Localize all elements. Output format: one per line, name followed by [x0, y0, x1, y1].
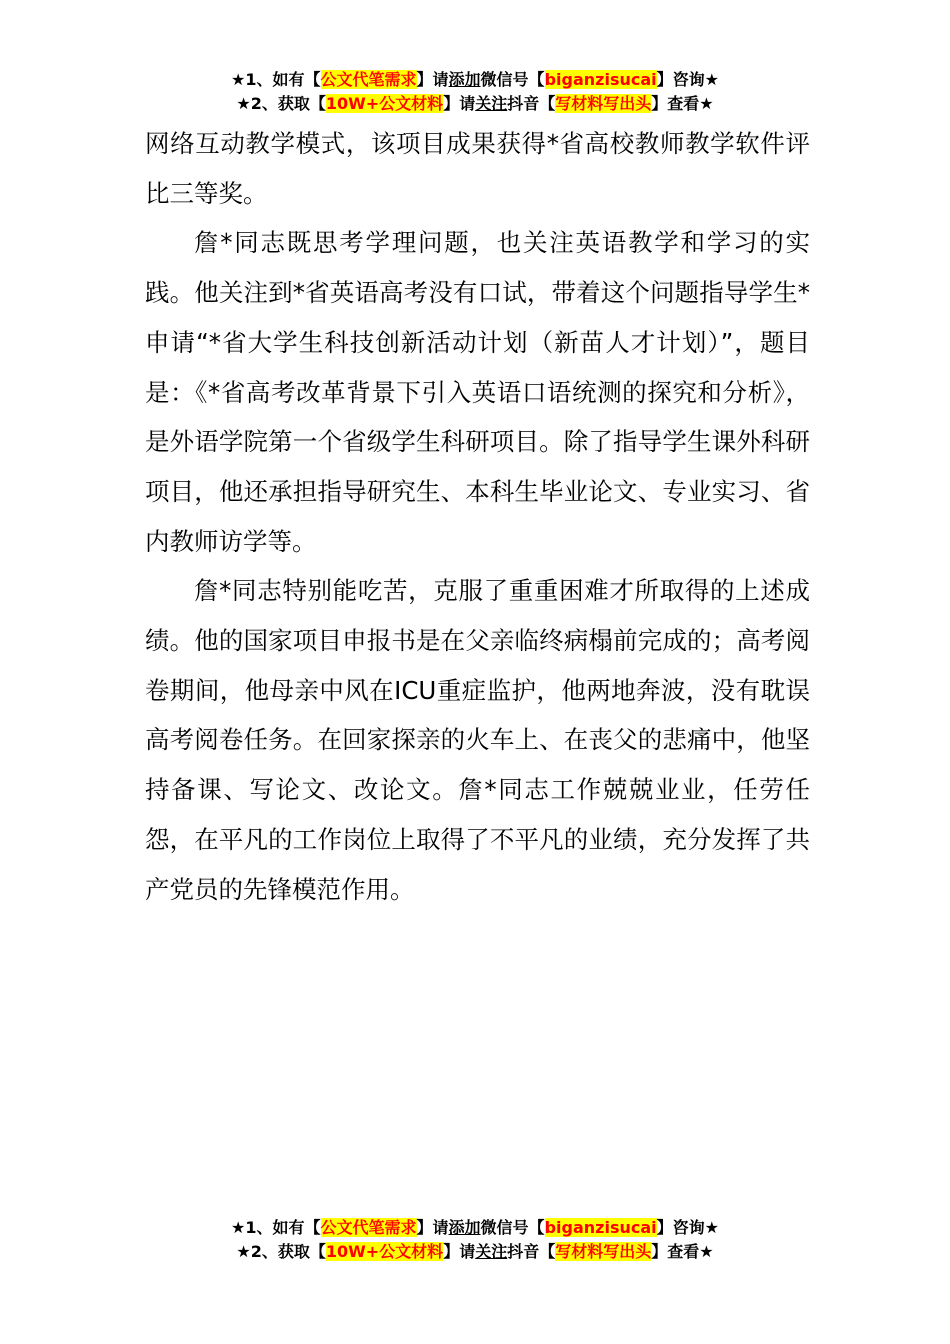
paragraph-3: 詹*同志特别能吃苦，克服了重重困难才所取得的上述成绩。他的国家项目申报书是在父亲临终病榻前完成的；高考阅卷期间，他母亲中风在ICU重症监护，他两地奔波，没有耽误高考阅卷任务。在回家探亲的火车上、在丧父的悲痛中，他坚持备课、写论文、改论文。詹*同志工作兢兢业业，任劳任怨，在平凡的工作岗位上取得了不平凡的业绩，充分发挥了共产党员的先锋模范作用。 — [145, 576, 810, 904]
banner-line-2: ★2、获取【10W+公文材料】请关注抖音【写材料写出头】查看★ — [236, 94, 714, 113]
document-body — [145, 119, 810, 914]
materials-highlight: 10W+公文材料 — [325, 94, 444, 113]
banner-line-2: ★2、获取【10W+公文材料】请关注抖音【写材料写出头】查看★ — [236, 1242, 714, 1261]
douyin-id-highlight: 写材料写出头 — [555, 94, 652, 113]
wechat-id-highlight: biganzisucai — [544, 1218, 657, 1237]
footer-banner — [0, 1216, 950, 1264]
banner-line-1: ★1、如有【公文代笔需求】请添加微信号【biganzisucai】咨询★ — [231, 1218, 719, 1237]
douyin-id-highlight: 写材料写出头 — [555, 1242, 652, 1261]
header-banner — [0, 68, 950, 116]
service-highlight: 公文代笔需求 — [320, 70, 417, 89]
paragraph-2: 詹*同志既思考学理问题，也关注英语教学和学习的实践。他关注到*省英语高考没有口试，带着这个问题指导学生*申请“*省大学生科技创新活动计划（新苗人才计划）”，题目是：《*省高考改革背景下引入英语口语统测的探究和分析》，是外语学院第一个省级学生科研项目。除了指导学生课外科研项目，他还承担指导研究生、本科生毕业论文、专业实习、省内教师访学等。 — [145, 228, 810, 556]
wechat-id-highlight: biganzisucai — [544, 70, 657, 89]
service-highlight: 公文代笔需求 — [320, 1218, 417, 1237]
materials-highlight: 10W+公文材料 — [325, 1242, 444, 1261]
paragraph-1: 网络互动教学模式，该项目成果获得*省高校教师教学软件评比三等奖。 — [145, 129, 810, 208]
banner-line-1: ★1、如有【公文代笔需求】请添加微信号【biganzisucai】咨询★ — [231, 70, 719, 89]
